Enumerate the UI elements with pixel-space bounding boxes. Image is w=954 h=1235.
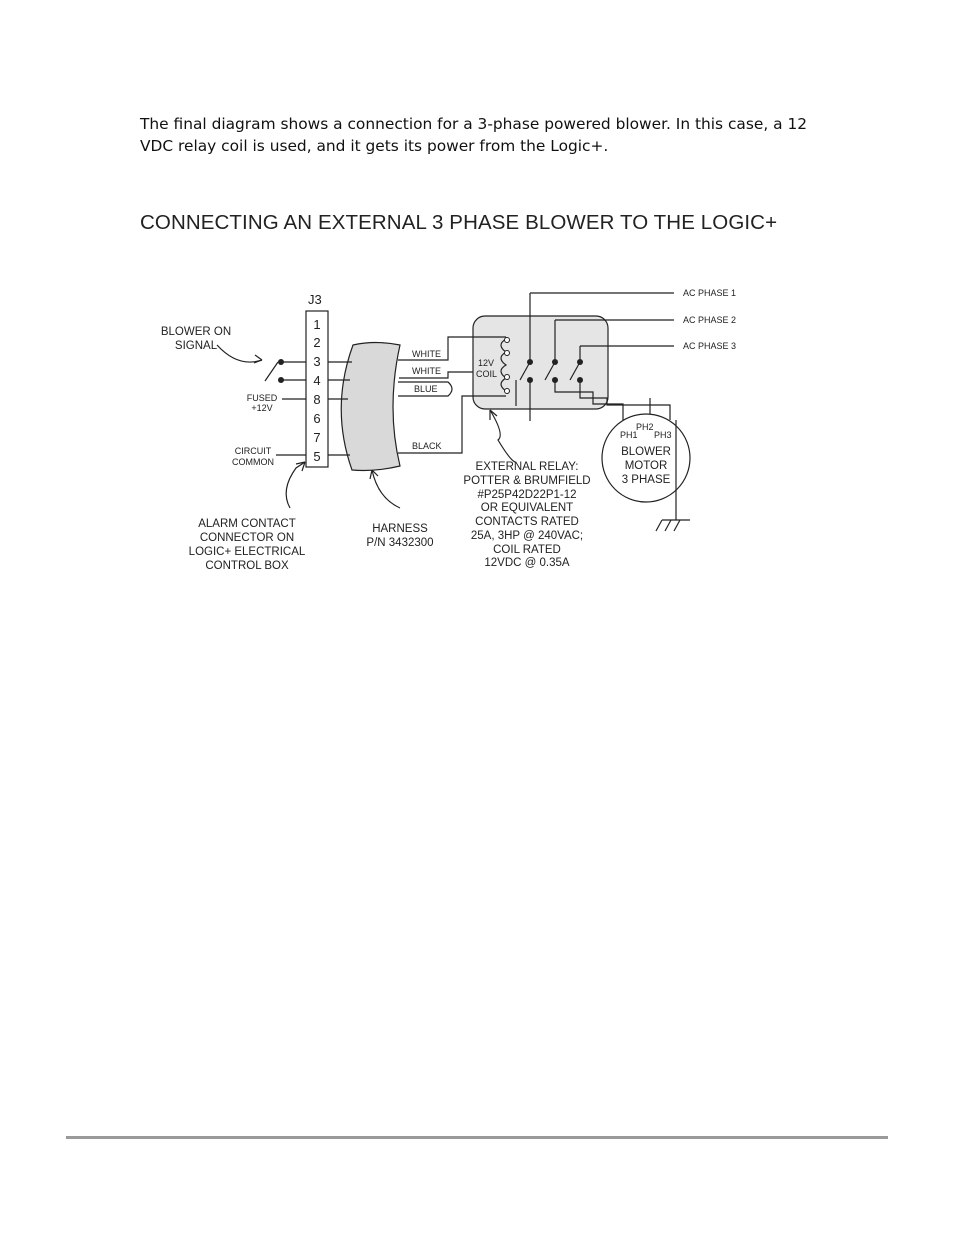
pin-label: 8 [313, 392, 321, 407]
pin-label: 1 [313, 317, 321, 332]
contact-dot-3b [577, 377, 583, 383]
j3-label: J3 [308, 292, 322, 307]
ground-hatch-1 [656, 520, 662, 531]
relay-label: 25A, 3HP @ 240VAC; [470, 530, 584, 542]
signal-terminal-top [278, 359, 284, 365]
relay-label: EXTERNAL RELAY: [475, 461, 579, 473]
intro-line-1: The final diagram shows a connection for a 3-phase powered blower. In this case, a 12 [140, 115, 808, 133]
circuit-common-label: CIRCUIT [234, 446, 272, 456]
harness-leader [372, 470, 400, 508]
contact-dot-1a [527, 359, 533, 365]
pin-label: 3 [313, 354, 321, 369]
contact-dot-2b [552, 377, 558, 383]
coil-label: 12V [478, 358, 495, 368]
blower-on-signal-label: BLOWER ON [160, 326, 232, 338]
contact-dot-2a [552, 359, 558, 365]
harness-label: HARNESS [372, 523, 428, 535]
relay-label: CONTACTS RATED [475, 516, 579, 528]
pin-label: 5 [313, 449, 321, 464]
blower-signal-leader [217, 345, 262, 362]
contact-dot-3a [577, 359, 583, 365]
ac-phase-3-label: AC PHASE 3 [683, 341, 737, 351]
contact-dot-1b [527, 377, 533, 383]
signal-terminal-bottom [278, 377, 284, 383]
motor-ph3-label: PH3 [654, 430, 672, 440]
intro-line-2: VDC relay coil is used, and it gets its power from the Logic+. [140, 137, 609, 155]
coil-label: COIL [476, 369, 498, 379]
alarm-contact-label: CONTROL BOX [205, 560, 289, 572]
motor-label: BLOWER [621, 446, 671, 458]
motor-label: 3 PHASE [621, 474, 671, 486]
ground-hatch-3 [674, 520, 680, 531]
alarm-contact-label: CONNECTOR ON [199, 532, 295, 544]
pin-label: 4 [313, 373, 321, 388]
ground-hatch-2 [665, 520, 671, 531]
motor-ph1-label: PH1 [620, 430, 638, 440]
relay-leader [490, 410, 515, 462]
pin-label: 7 [313, 430, 321, 445]
coil-terminal-3 [505, 375, 510, 380]
wire-label-white-2: WHITE [412, 366, 441, 376]
relay-label: POTTER & BRUMFIELD [463, 475, 591, 487]
motor-label: MOTOR [624, 460, 668, 472]
wire-label-white-1: WHITE [412, 349, 441, 359]
coil-terminal-1 [505, 338, 510, 343]
pin-label: 2 [313, 335, 321, 350]
relay-label: #P25P42D22P1-12 [477, 489, 577, 501]
diagram-title: CONNECTING AN EXTERNAL 3 PHASE BLOWER TO THE LOGIC+ [140, 211, 778, 234]
fused-12v-label: +12V [251, 403, 273, 413]
footer-divider [66, 1136, 888, 1139]
relay-label: 12VDC @ 0.35A [484, 557, 570, 569]
coil-terminal-4 [505, 389, 510, 394]
wire-label-blue: BLUE [414, 384, 438, 394]
wire-label-black: BLACK [412, 441, 442, 451]
harness-label: P/N 3432300 [366, 537, 434, 549]
relay-label: OR EQUIVALENT [480, 502, 574, 514]
circuit-common-label: COMMON [232, 457, 274, 467]
blower-on-signal-label: SIGNAL [174, 340, 218, 352]
ac-phase-1-label: AC PHASE 1 [683, 288, 737, 298]
ac-phase-2-label: AC PHASE 2 [683, 315, 737, 325]
fused-12v-label: FUSED [246, 393, 278, 403]
pin-label: 6 [313, 411, 321, 426]
alarm-contact-label: LOGIC+ ELECTRICAL [188, 546, 306, 558]
signal-switch-blade [265, 362, 278, 381]
alarm-contact-label: ALARM CONTACT [198, 518, 296, 530]
coil-terminal-2 [505, 351, 510, 356]
motor-ph2-label: PH2 [636, 422, 654, 432]
relay-label: COIL RATED [493, 544, 561, 556]
